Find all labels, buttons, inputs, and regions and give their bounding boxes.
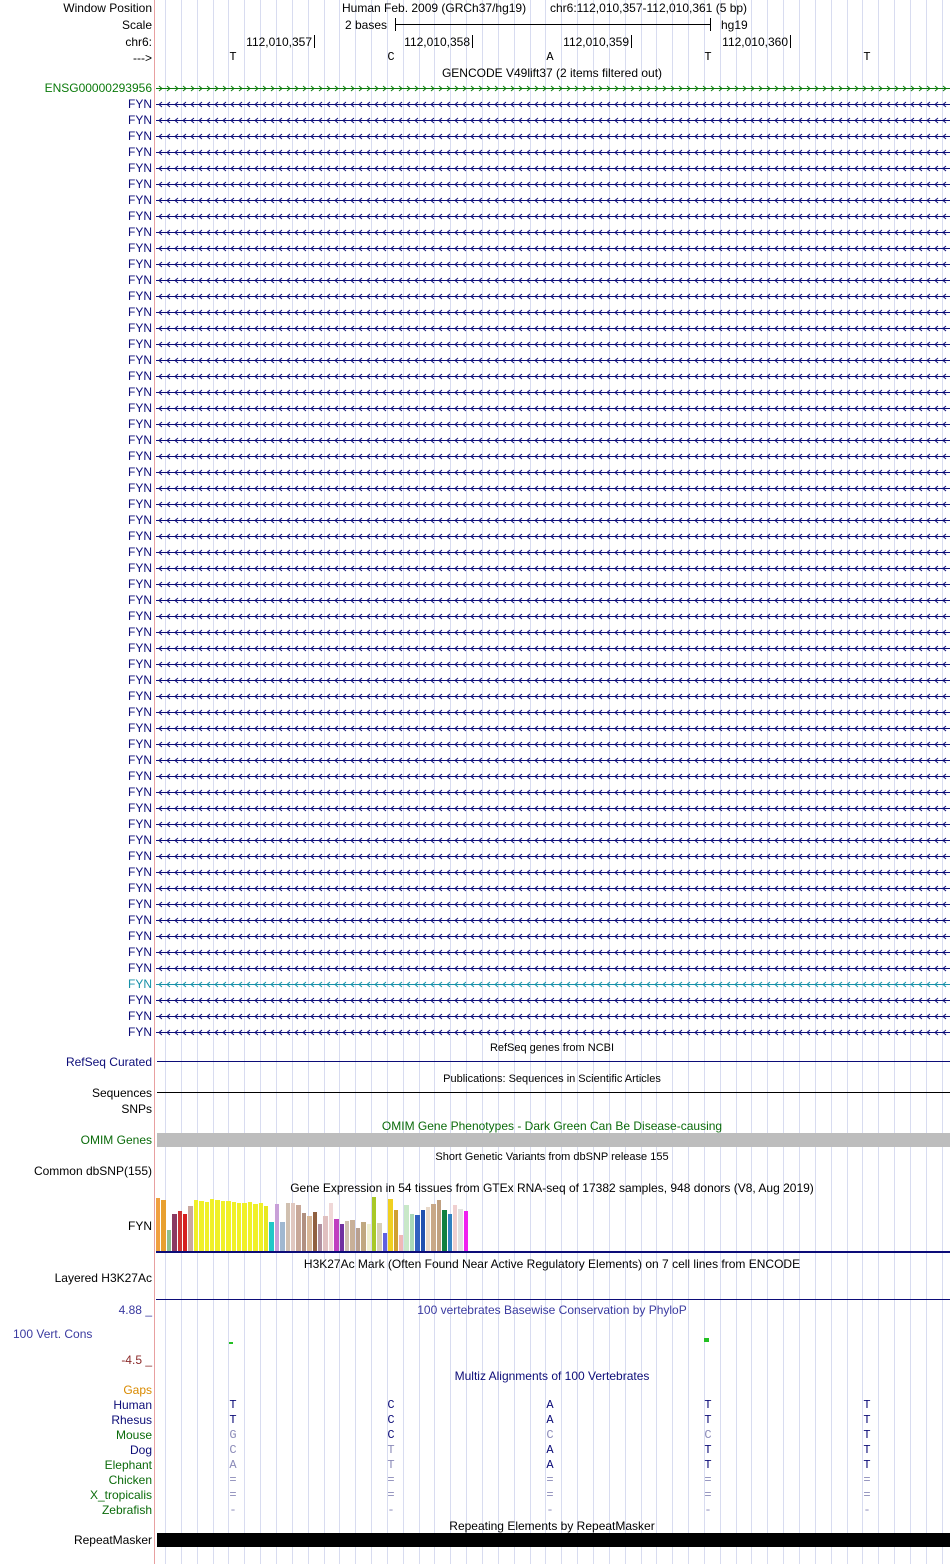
alignment-base: A <box>546 1413 554 1427</box>
alignment-base: T <box>863 1443 871 1457</box>
gtex-track-title: Gene Expression in 54 tissues from GTEx RNA-seq of 17382 samples, 948 donors (V8, Aug 2019) <box>290 1181 814 1195</box>
alignment-base: A <box>546 1458 554 1472</box>
coord-label: 112,010,359 <box>563 35 629 49</box>
gencode-transcript-reverse[interactable] <box>156 97 950 111</box>
gencode-item-label-fyn[interactable]: FYN <box>128 609 152 623</box>
gtex-tissue-bar[interactable] <box>167 1230 171 1252</box>
species-label[interactable]: X_tropicalis <box>89 1488 152 1502</box>
gencode-item-label-fyn[interactable]: FYN <box>128 449 152 463</box>
gtex-tissue-bar[interactable] <box>464 1211 468 1252</box>
gencode-item-label-fyn[interactable]: FYN <box>128 1009 152 1023</box>
gencode-transcript-reverse[interactable] <box>156 225 950 239</box>
gtex-tissue-bar[interactable] <box>280 1222 284 1252</box>
gencode-transcript-reverse[interactable] <box>156 1025 950 1039</box>
publications-track-label-snps[interactable]: SNPs <box>121 1102 152 1116</box>
gencode-transcript-reverse[interactable] <box>156 161 950 175</box>
gencode-item-label-fyn[interactable]: FYN <box>128 401 152 415</box>
species-label[interactable]: Rhesus <box>111 1413 152 1427</box>
alignment-base: T <box>863 1413 871 1427</box>
gencode-item-label-fyn[interactable]: FYN <box>128 273 152 287</box>
gencode-item-label-fyn[interactable]: FYN <box>128 337 152 351</box>
gencode-item-label-fyn[interactable]: FYN <box>128 113 152 127</box>
phylop-min-label: -4.5 _ <box>121 1353 152 1367</box>
coord-tick <box>790 35 791 48</box>
species-label[interactable]: Chicken <box>108 1473 152 1487</box>
alignment-base: T <box>704 1413 712 1427</box>
gencode-item-label-fyn[interactable]: FYN <box>128 945 152 959</box>
species-label[interactable]: Human <box>113 1398 152 1412</box>
alignment-base: = <box>387 1473 395 1487</box>
species-label[interactable]: Elephant <box>104 1458 152 1472</box>
gtex-tissue-bar[interactable] <box>404 1205 408 1252</box>
dbsnp-track-label[interactable]: Common dbSNP(155) <box>33 1164 152 1178</box>
refseq-track-title: RefSeq genes from NCBI <box>489 1042 615 1054</box>
omim-phenotype-bar[interactable] <box>157 1133 950 1147</box>
scale-db: hg19 <box>721 18 748 32</box>
gencode-transcript-reverse[interactable] <box>156 241 950 255</box>
alignment-base: T <box>704 1398 712 1412</box>
gencode-item-label-fyn[interactable]: FYN <box>128 225 152 239</box>
gencode-item-label-fyn[interactable]: FYN <box>128 929 152 943</box>
gencode-item-label-fyn[interactable]: FYN <box>128 465 152 479</box>
gtex-tissue-bar[interactable] <box>242 1203 246 1252</box>
gencode-item-label-fyn[interactable]: FYN <box>128 865 152 879</box>
gencode-item-label-fyn[interactable]: FYN <box>128 481 152 495</box>
phylop-track-label[interactable]: 100 Vert. Cons <box>13 1327 93 1341</box>
gencode-item-label-fyn[interactable]: FYN <box>128 209 152 223</box>
gencode-item-label-ensg[interactable]: ENSG00000293956 <box>44 81 152 95</box>
gencode-transcript-reverse[interactable] <box>156 977 950 991</box>
reference-base: C <box>387 50 395 64</box>
gencode-transcript-reverse[interactable] <box>156 561 950 575</box>
gtex-tissue-bar[interactable] <box>415 1215 419 1252</box>
gtex-tissue-bar[interactable] <box>329 1203 333 1252</box>
gencode-transcript-reverse[interactable] <box>156 529 950 543</box>
scale-bar-left-tick <box>395 18 396 31</box>
gencode-transcript-reverse[interactable] <box>156 993 950 1007</box>
gencode-item-label-fyn[interactable]: FYN <box>128 961 152 975</box>
alignment-base: A <box>546 1443 554 1457</box>
strand-label: ---> <box>133 51 152 65</box>
gencode-transcript-reverse[interactable] <box>156 785 950 799</box>
gencode-item-label-fyn[interactable]: FYN <box>128 353 152 367</box>
publications-track-line <box>157 1092 950 1093</box>
phylop-track-title: 100 vertebrates Basewise Conservation by PhyloP <box>417 1303 687 1317</box>
gtex-tissue-bar[interactable] <box>367 1224 371 1252</box>
alignment-base: C <box>387 1413 395 1427</box>
phylop-mark-1 <box>229 1342 233 1344</box>
alignment-base: C <box>546 1428 554 1442</box>
gencode-item-label-fyn[interactable]: FYN <box>128 1025 152 1039</box>
publications-track-label[interactable]: Sequences <box>91 1086 152 1100</box>
gencode-transcript-reverse[interactable] <box>156 881 950 895</box>
gencode-transcript-reverse[interactable] <box>156 465 950 479</box>
gencode-item-label-fyn[interactable]: FYN <box>128 417 152 431</box>
alignment-base: T <box>387 1443 395 1457</box>
gencode-item-label-fyn[interactable]: FYN <box>128 849 152 863</box>
gtex-tissue-bar[interactable] <box>264 1206 268 1252</box>
reference-base: T <box>229 50 237 64</box>
alignment-base: = <box>229 1488 237 1502</box>
gencode-item-label-fyn[interactable]: FYN <box>128 801 152 815</box>
gtex-tissue-bar[interactable] <box>205 1202 209 1252</box>
alignment-base: C <box>229 1443 237 1457</box>
gencode-item-label-fyn[interactable]: FYN <box>128 833 152 847</box>
gtex-tissue-bar[interactable] <box>259 1203 263 1252</box>
alignment-base: T <box>229 1413 237 1427</box>
omim-track-label[interactable]: OMIM Genes <box>80 1133 152 1147</box>
gtex-tissue-bar[interactable] <box>215 1200 219 1252</box>
gtex-tissue-bar[interactable] <box>399 1235 403 1252</box>
gtex-tissue-bar[interactable] <box>275 1204 279 1252</box>
h3k27ac-track-title: H3K27Ac Mark (Often Found Near Active Regulatory Elements) on 7 cell lines from ENCODE <box>303 1257 801 1271</box>
gtex-tissue-bar[interactable] <box>313 1212 317 1252</box>
gencode-transcript-reverse[interactable] <box>156 801 950 815</box>
gencode-transcript-reverse[interactable] <box>156 545 950 559</box>
gtex-tissue-bar[interactable] <box>232 1202 236 1252</box>
alignment-base: T <box>704 1458 712 1472</box>
gencode-item-label-fyn[interactable]: FYN <box>128 289 152 303</box>
gencode-item-label-fyn[interactable]: FYN <box>128 897 152 911</box>
gtex-tissue-bar[interactable] <box>248 1202 252 1252</box>
species-label[interactable]: Dog <box>129 1443 152 1457</box>
publications-track-title: Publications: Sequences in Scientific Articles <box>443 1073 661 1085</box>
alignment-base: - <box>863 1503 871 1517</box>
gtex-baseline <box>156 1251 950 1253</box>
gencode-transcript-reverse[interactable] <box>156 305 950 319</box>
reference-base: T <box>863 50 871 64</box>
gencode-transcript-reverse[interactable] <box>156 449 950 463</box>
species-label[interactable]: Zebrafish <box>101 1503 152 1517</box>
alignment-base: = <box>546 1473 554 1487</box>
gtex-tissue-bar[interactable] <box>345 1221 349 1252</box>
gtex-tissue-bar[interactable] <box>448 1214 452 1252</box>
alignment-base: T <box>863 1458 871 1472</box>
window-position-label: Window Position <box>63 1 152 15</box>
coord-tick <box>472 35 473 48</box>
gencode-transcript-reverse[interactable] <box>156 193 950 207</box>
gencode-transcript-reverse[interactable] <box>156 865 950 879</box>
gencode-item-label-fyn[interactable]: FYN <box>128 689 152 703</box>
gtex-tissue-bar[interactable] <box>334 1219 338 1252</box>
gencode-item-label-fyn[interactable]: FYN <box>128 433 152 447</box>
gencode-transcript-reverse[interactable] <box>156 689 950 703</box>
species-label[interactable]: Mouse <box>115 1428 152 1442</box>
gtex-tissue-bar[interactable] <box>210 1199 214 1252</box>
gencode-transcript-reverse[interactable] <box>156 577 950 591</box>
gtex-tissue-bar[interactable] <box>356 1228 360 1252</box>
gencode-transcript-reverse[interactable] <box>156 177 950 191</box>
gencode-transcript-reverse[interactable] <box>156 433 950 447</box>
gtex-tissue-bar[interactable] <box>296 1205 300 1252</box>
gtex-tissue-bar[interactable] <box>269 1222 273 1252</box>
gtex-bar-chart[interactable] <box>156 1196 950 1252</box>
alignment-base: T <box>704 1443 712 1457</box>
alignment-base: - <box>229 1503 237 1517</box>
gtex-tissue-bar[interactable] <box>361 1222 365 1252</box>
coord-label: 112,010,358 <box>404 35 470 49</box>
gencode-transcript-reverse[interactable] <box>156 737 950 751</box>
reference-base: A <box>546 50 554 64</box>
gencode-transcript-reverse[interactable] <box>156 753 950 767</box>
gtex-tissue-bar[interactable] <box>421 1210 425 1252</box>
alignment-base: = <box>704 1473 712 1487</box>
gencode-transcript-reverse[interactable] <box>156 849 950 863</box>
gencode-transcript-reverse[interactable] <box>156 497 950 511</box>
gencode-transcript-reverse[interactable] <box>156 593 950 607</box>
alignment-base: = <box>387 1488 395 1502</box>
refseq-track-line <box>157 1061 950 1062</box>
gencode-transcript-reverse[interactable] <box>156 673 950 687</box>
gtex-tissue-bar[interactable] <box>377 1223 381 1252</box>
gencode-transcript-reverse[interactable] <box>156 817 950 831</box>
gtex-tissue-bar[interactable] <box>372 1197 376 1252</box>
gencode-item-label-fyn[interactable]: FYN <box>128 721 152 735</box>
gtex-tissue-bar[interactable] <box>388 1199 392 1252</box>
gencode-track-title: GENCODE V49lift37 (2 items filtered out) <box>441 66 663 80</box>
gtex-tissue-bar[interactable] <box>453 1205 457 1252</box>
gencode-item-label-fyn[interactable]: FYN <box>128 193 152 207</box>
gencode-item-label-fyn[interactable]: FYN <box>128 657 152 671</box>
gtex-tissue-bar[interactable] <box>307 1216 311 1252</box>
alignment-base: C <box>387 1428 395 1442</box>
alignment-base: T <box>229 1398 237 1412</box>
alignment-base: - <box>546 1503 554 1517</box>
alignment-base: = <box>704 1488 712 1502</box>
scale-bar-right-tick <box>710 18 711 31</box>
gencode-transcript-reverse[interactable] <box>156 145 950 159</box>
repeatmasker-element-bar[interactable] <box>157 1533 950 1547</box>
gencode-item-label-fyn[interactable]: FYN <box>128 97 152 111</box>
gtex-tissue-bar[interactable] <box>188 1206 192 1252</box>
gencode-transcript-reverse[interactable] <box>156 513 950 527</box>
gencode-transcript-reverse[interactable] <box>156 481 950 495</box>
gtex-tissue-bar[interactable] <box>156 1198 160 1252</box>
alignment-base: - <box>704 1503 712 1517</box>
gtex-tissue-bar[interactable] <box>410 1214 414 1252</box>
omim-track-title: OMIM Gene Phenotypes - Dark Green Can Be Disease-causing <box>381 1119 723 1133</box>
gencode-item-label-fyn[interactable]: FYN <box>128 129 152 143</box>
gencode-item-label-fyn[interactable]: FYN <box>128 161 152 175</box>
phylop-max-label: 4.88 _ <box>118 1303 152 1317</box>
gtex-tissue-bar[interactable] <box>426 1207 430 1252</box>
alignment-base: T <box>863 1428 871 1442</box>
gencode-item-label-fyn[interactable]: FYN <box>128 673 152 687</box>
gencode-transcript-reverse[interactable] <box>156 385 950 399</box>
gencode-transcript-reverse[interactable] <box>156 657 950 671</box>
gencode-item-label-fyn[interactable]: FYN <box>128 321 152 335</box>
alignment-base: = <box>863 1473 871 1487</box>
gtex-tissue-bar[interactable] <box>286 1203 290 1252</box>
gencode-transcript-reverse[interactable] <box>156 641 950 655</box>
multiz-track-title: Multiz Alignments of 100 Vertebrates <box>454 1369 650 1383</box>
gtex-tissue-bar[interactable] <box>383 1233 387 1252</box>
coord-tick <box>631 35 632 48</box>
h3k27ac-baseline <box>156 1299 950 1300</box>
gencode-item-label-fyn[interactable]: FYN <box>128 705 152 719</box>
phylop-mark-2 <box>704 1338 709 1342</box>
alignment-base: A <box>229 1458 237 1472</box>
reference-base: T <box>704 50 712 64</box>
gencode-transcript-reverse[interactable] <box>156 417 950 431</box>
gtex-tissue-bar[interactable] <box>178 1211 182 1252</box>
gencode-item-label-fyn[interactable]: FYN <box>128 177 152 191</box>
gencode-transcript-reverse[interactable] <box>156 369 950 383</box>
gtex-tissue-bar[interactable] <box>194 1200 198 1252</box>
scale-value: 2 bases <box>345 18 388 32</box>
gtex-tissue-bar[interactable] <box>221 1201 225 1252</box>
gencode-item-label-fyn[interactable]: FYN <box>128 641 152 655</box>
gencode-item-label-fyn[interactable]: FYN <box>128 497 152 511</box>
gtex-tissue-bar[interactable] <box>318 1224 322 1252</box>
gencode-item-label-fyn[interactable]: FYN <box>128 737 152 751</box>
gencode-transcript-reverse[interactable] <box>156 929 950 943</box>
gtex-tissue-bar[interactable] <box>442 1210 446 1252</box>
gencode-transcript-reverse[interactable] <box>156 625 950 639</box>
gencode-item-label-fyn[interactable]: FYN <box>128 545 152 559</box>
repeatmasker-track-label[interactable]: RepeatMasker <box>73 1533 152 1547</box>
gtex-tissue-bar[interactable] <box>291 1203 295 1252</box>
gencode-item-label-fyn[interactable]: FYN <box>128 561 152 575</box>
alignment-base: = <box>546 1488 554 1502</box>
gtex-tissue-bar[interactable] <box>340 1224 344 1252</box>
scale-label: Scale <box>121 18 152 32</box>
gencode-item-label-fyn[interactable]: FYN <box>128 977 152 991</box>
gencode-transcript-reverse[interactable] <box>156 769 950 783</box>
gencode-item-label-fyn[interactable]: FYN <box>128 529 152 543</box>
gencode-transcript-reverse[interactable] <box>156 705 950 719</box>
gencode-item-label-fyn[interactable]: FYN <box>128 769 152 783</box>
gencode-transcript-reverse[interactable] <box>156 913 950 927</box>
gencode-item-label-fyn[interactable]: FYN <box>128 385 152 399</box>
gtex-tissue-bar[interactable] <box>437 1200 441 1252</box>
assembly-name: Human Feb. 2009 (GRCh37/hg19) <box>342 1 527 15</box>
multiz-gaps-label: Gaps <box>123 1383 152 1397</box>
alignment-base: T <box>387 1458 395 1472</box>
gencode-item-label-fyn[interactable]: FYN <box>128 369 152 383</box>
gencode-transcript-reverse[interactable] <box>156 257 950 271</box>
gencode-transcript-reverse[interactable] <box>156 833 950 847</box>
gencode-item-label-fyn[interactable]: FYN <box>128 241 152 255</box>
gencode-item-label-fyn[interactable]: FYN <box>128 753 152 767</box>
alignment-base: = <box>229 1473 237 1487</box>
gtex-tissue-bar[interactable] <box>172 1214 176 1252</box>
position-readout: chr6:112,010,357-112,010,361 (5 bp) <box>550 1 748 15</box>
gencode-transcript-reverse[interactable] <box>156 1009 950 1023</box>
gencode-item-label-fyn[interactable]: FYN <box>128 593 152 607</box>
scale-bar <box>395 24 711 25</box>
gencode-transcript-reverse[interactable] <box>156 961 950 975</box>
dbsnp-track-title: Short Genetic Variants from dbSNP release 155 <box>435 1151 669 1163</box>
gencode-transcript-reverse[interactable] <box>156 209 950 223</box>
gencode-item-label-fyn[interactable]: FYN <box>128 577 152 591</box>
chrom-label: chr6: <box>125 35 152 49</box>
gtex-tissue-bar[interactable] <box>302 1213 306 1252</box>
gencode-transcript-reverse[interactable] <box>156 353 950 367</box>
gtex-tissue-bar[interactable] <box>253 1204 257 1252</box>
gencode-item-label-fyn[interactable]: FYN <box>128 881 152 895</box>
gencode-transcript-reverse[interactable] <box>156 289 950 303</box>
gencode-item-label-fyn[interactable]: FYN <box>128 305 152 319</box>
gtex-tissue-bar[interactable] <box>458 1209 462 1252</box>
gtex-track-label[interactable]: FYN <box>128 1219 152 1233</box>
alignment-base: C <box>704 1428 712 1442</box>
coord-tick <box>314 35 315 48</box>
gencode-transcript-reverse[interactable] <box>156 897 950 911</box>
gtex-tissue-bar[interactable] <box>323 1216 327 1252</box>
gtex-tissue-bar[interactable] <box>226 1201 230 1252</box>
gencode-item-label-fyn[interactable]: FYN <box>128 785 152 799</box>
gencode-item-label-fyn[interactable]: FYN <box>128 993 152 1007</box>
coord-label: 112,010,360 <box>722 35 788 49</box>
gencode-transcript-reverse[interactable] <box>156 273 950 287</box>
h3k27ac-track-label[interactable]: Layered H3K27Ac <box>54 1271 152 1285</box>
gtex-tissue-bar[interactable] <box>350 1220 354 1252</box>
alignment-base: C <box>387 1398 395 1412</box>
gencode-transcript-forward[interactable] <box>156 81 950 95</box>
gtex-tissue-bar[interactable] <box>394 1210 398 1252</box>
gtex-tissue-bar[interactable] <box>183 1214 187 1252</box>
gencode-item-label-fyn[interactable]: FYN <box>128 257 152 271</box>
gencode-transcript-reverse[interactable] <box>156 113 950 127</box>
alignment-base: T <box>863 1398 871 1412</box>
gencode-item-label-fyn[interactable]: FYN <box>128 145 152 159</box>
gencode-transcript-reverse[interactable] <box>156 721 950 735</box>
gencode-transcript-reverse[interactable] <box>156 321 950 335</box>
gencode-transcript-reverse[interactable] <box>156 129 950 143</box>
repeatmasker-track-title: Repeating Elements by RepeatMasker <box>449 1519 655 1533</box>
alignment-base: - <box>387 1503 395 1517</box>
alignment-base: = <box>863 1488 871 1502</box>
gencode-item-label-fyn[interactable]: FYN <box>128 913 152 927</box>
gencode-transcript-reverse[interactable] <box>156 401 950 415</box>
gencode-transcript-reverse[interactable] <box>156 609 950 623</box>
alignment-base: A <box>546 1398 554 1412</box>
gencode-item-label-fyn[interactable]: FYN <box>128 817 152 831</box>
gencode-item-label-fyn[interactable]: FYN <box>128 513 152 527</box>
gtex-tissue-bar[interactable] <box>199 1201 203 1252</box>
refseq-track-label[interactable]: RefSeq Curated <box>65 1055 152 1069</box>
alignment-base: G <box>229 1428 237 1442</box>
gtex-tissue-bar[interactable] <box>431 1204 435 1252</box>
gencode-transcript-reverse[interactable] <box>156 337 950 351</box>
gencode-item-label-fyn[interactable]: FYN <box>128 625 152 639</box>
gencode-transcript-reverse[interactable] <box>156 945 950 959</box>
gtex-tissue-bar[interactable] <box>237 1203 241 1252</box>
gtex-tissue-bar[interactable] <box>161 1200 165 1252</box>
coord-label: 112,010,357 <box>246 35 312 49</box>
